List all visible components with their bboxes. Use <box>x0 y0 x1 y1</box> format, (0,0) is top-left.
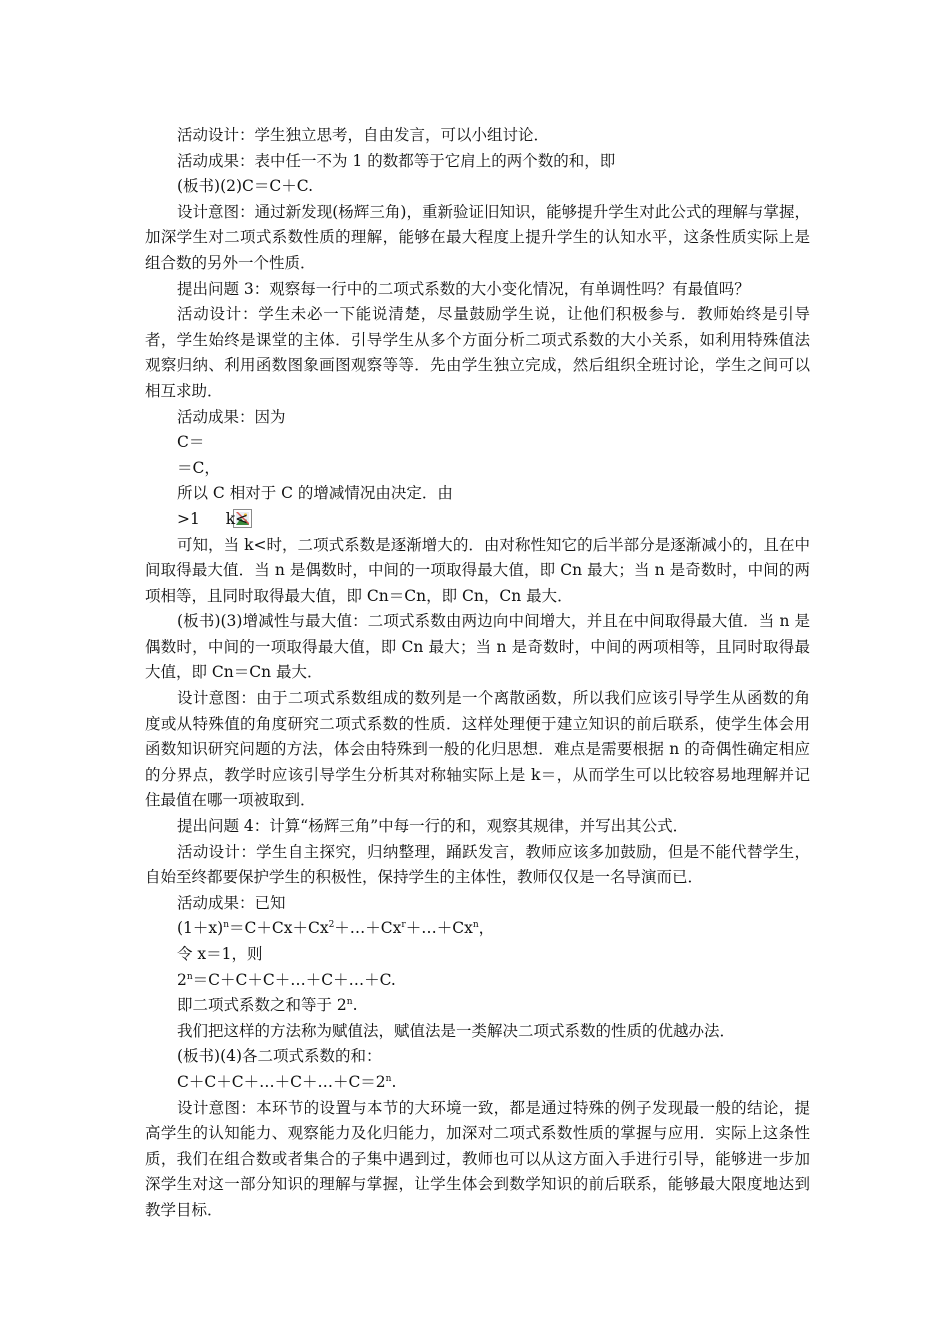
formula-text: ＝C＋C＋C＋…＋C＋…＋C. <box>192 970 396 989</box>
superscript: n <box>385 1073 392 1084</box>
formula-text: ＋…＋Cx <box>334 919 402 938</box>
paragraph: 活动设计：学生未必一下能说清楚，尽量鼓励学生说，让他们积极参与．教师始终是引导者，学生始终是课堂的主体．引导学生从多个方面分析二项式系数的大小关系，如利用特殊值法观察归纳、利用函数图象画图观察等等．先由学生独立完成，然后组织全班讨论，学生之间可以相互求助． <box>145 305 810 400</box>
paragraph: 我们把这样的方法称为赋值法，赋值法是一类解决二项式系数的性质的优越办法． <box>177 1021 736 1040</box>
superscript: r <box>401 920 406 931</box>
paragraph: 活动成果：因为 <box>177 407 286 426</box>
paragraph: (板书)(3)增减性与最大值：二项式系数由两边向中间增大，并且在中间取得最大值．当 n 是偶数时，中间的一项取得最大值，即 Cn 最大；当 n 是奇数时，中间的两项相等，且同时取得最大值，即 Cn＝Cn 最大． <box>145 612 810 682</box>
formula-line <box>145 916 810 942</box>
document-body <box>145 123 810 1224</box>
paragraph: 设计意图：由于二项式系数组成的数列是一个离散函数，所以我们应该引导学生从函数的角度或从特殊值的角度研究二项式系数的性质．这样处理便于建立知识的前后联系，使学生体会用函数知识研究问题的方法，体会由特殊到一般的化归思想．难点是需要根据 n 的奇偶性确定相应的分界点，教学时应该引导学生分析其对称轴实际上是 k＝，从而学生可以比较容易地理解并记住最值在哪一项被取到． <box>145 689 810 810</box>
formula-text: ＝C＋Cx＋Cx <box>229 919 329 938</box>
paragraph: (板书)(2)C＝C＋C. <box>177 177 314 196</box>
superscript: n <box>472 920 479 931</box>
formula-text: . <box>352 996 358 1015</box>
formula-text: 即二项式系数之和等于 2 <box>177 996 347 1015</box>
formula-text: ＋…＋Cx <box>405 919 473 938</box>
superscript: 2 <box>328 920 335 931</box>
formula-line: ＝C， <box>177 458 220 477</box>
paragraph: (板书)(4)各二项式系数的和： <box>177 1047 382 1066</box>
paragraph <box>145 993 810 1019</box>
paragraph: 活动设计：学生独立思考，自由发言，可以小组讨论． <box>177 126 550 144</box>
paragraph: 设计意图：本环节的设置与本节的大环境一致，都是通过特殊的例子发现最一般的结论，提高学生的认知能力、观察能力及化归能力，加深对二项式系数性质的掌握与应用．实际上这条性质，我们在组合数或者集合的子集中遇到过，教师也可以从这方面入手进行引导，能够进一步加深学生对这一部分知识的理解与掌握，让学生体会到数学知识的前后联系，能够最大限度地达到教学目标． <box>145 1098 810 1219</box>
superscript: n <box>346 997 353 1008</box>
formula-line <box>145 507 810 533</box>
formula-text: (1＋x) <box>177 919 224 938</box>
formula-text: . <box>391 1072 397 1091</box>
paragraph: 所以 C 相对于 C 的增减情况由决定．由 <box>177 484 453 503</box>
paragraph: 提出问题 4：计算“杨辉三角”中每一行的和，观察其规律，并写出其公式． <box>177 817 689 836</box>
formula-line <box>145 968 810 994</box>
paragraph: 提出问题 3：观察每一行中的二项式系数的大小变化情况，有单调性吗？有最值吗？ <box>177 279 750 298</box>
paragraph: 可知，当 k<时，二项式系数是逐渐增大的．由对称性知它的后半部分是逐渐减小的，且在中间取得最大值．当 n 是偶数时，中间的一项取得最大值，即 Cn 最大；当 n 是奇数时，中间的两项相等，且同时取得最大值，即 Cn＝Cn，即 Cn，Cn 最大． <box>145 535 810 605</box>
formula-text: ， <box>478 919 495 938</box>
paragraph: 设计意图：通过新发现(杨辉三角)，重新验证旧知识，能够提升学生对此公式的理解与掌握，加深学生对二项式系数性质的理解，能够在最大程度上提升学生的认知水平，这条性质实际上是组合数的另外一个性质． <box>145 202 810 272</box>
formula-line: C＝ <box>177 433 205 452</box>
superscript: n <box>186 971 193 982</box>
paragraph: 活动成果：表中任一不为 1 的数都等于它肩上的两个数的和，即 <box>177 151 616 170</box>
broken-image-icon <box>201 509 220 528</box>
formula-text: k< <box>220 509 249 528</box>
paragraph: 活动成果：已知 <box>177 893 286 912</box>
formula-line <box>145 1070 810 1096</box>
paragraph: 活动设计：学生自主探究，归纳整理，踊跃发言，教师应该多加鼓励，但是不能代替学生，自始至终都要保护学生的积极性，保持学生的主体性，教师仅仅是一名导演而已． <box>145 842 810 887</box>
formula-text: C＋C＋C＋…＋C＋…＋C＝2 <box>177 1072 386 1091</box>
formula-text: >1 <box>177 509 200 528</box>
superscript: n <box>223 920 229 931</box>
formula-text: 2 <box>177 970 187 989</box>
paragraph: 令 x＝1，则 <box>177 945 263 963</box>
